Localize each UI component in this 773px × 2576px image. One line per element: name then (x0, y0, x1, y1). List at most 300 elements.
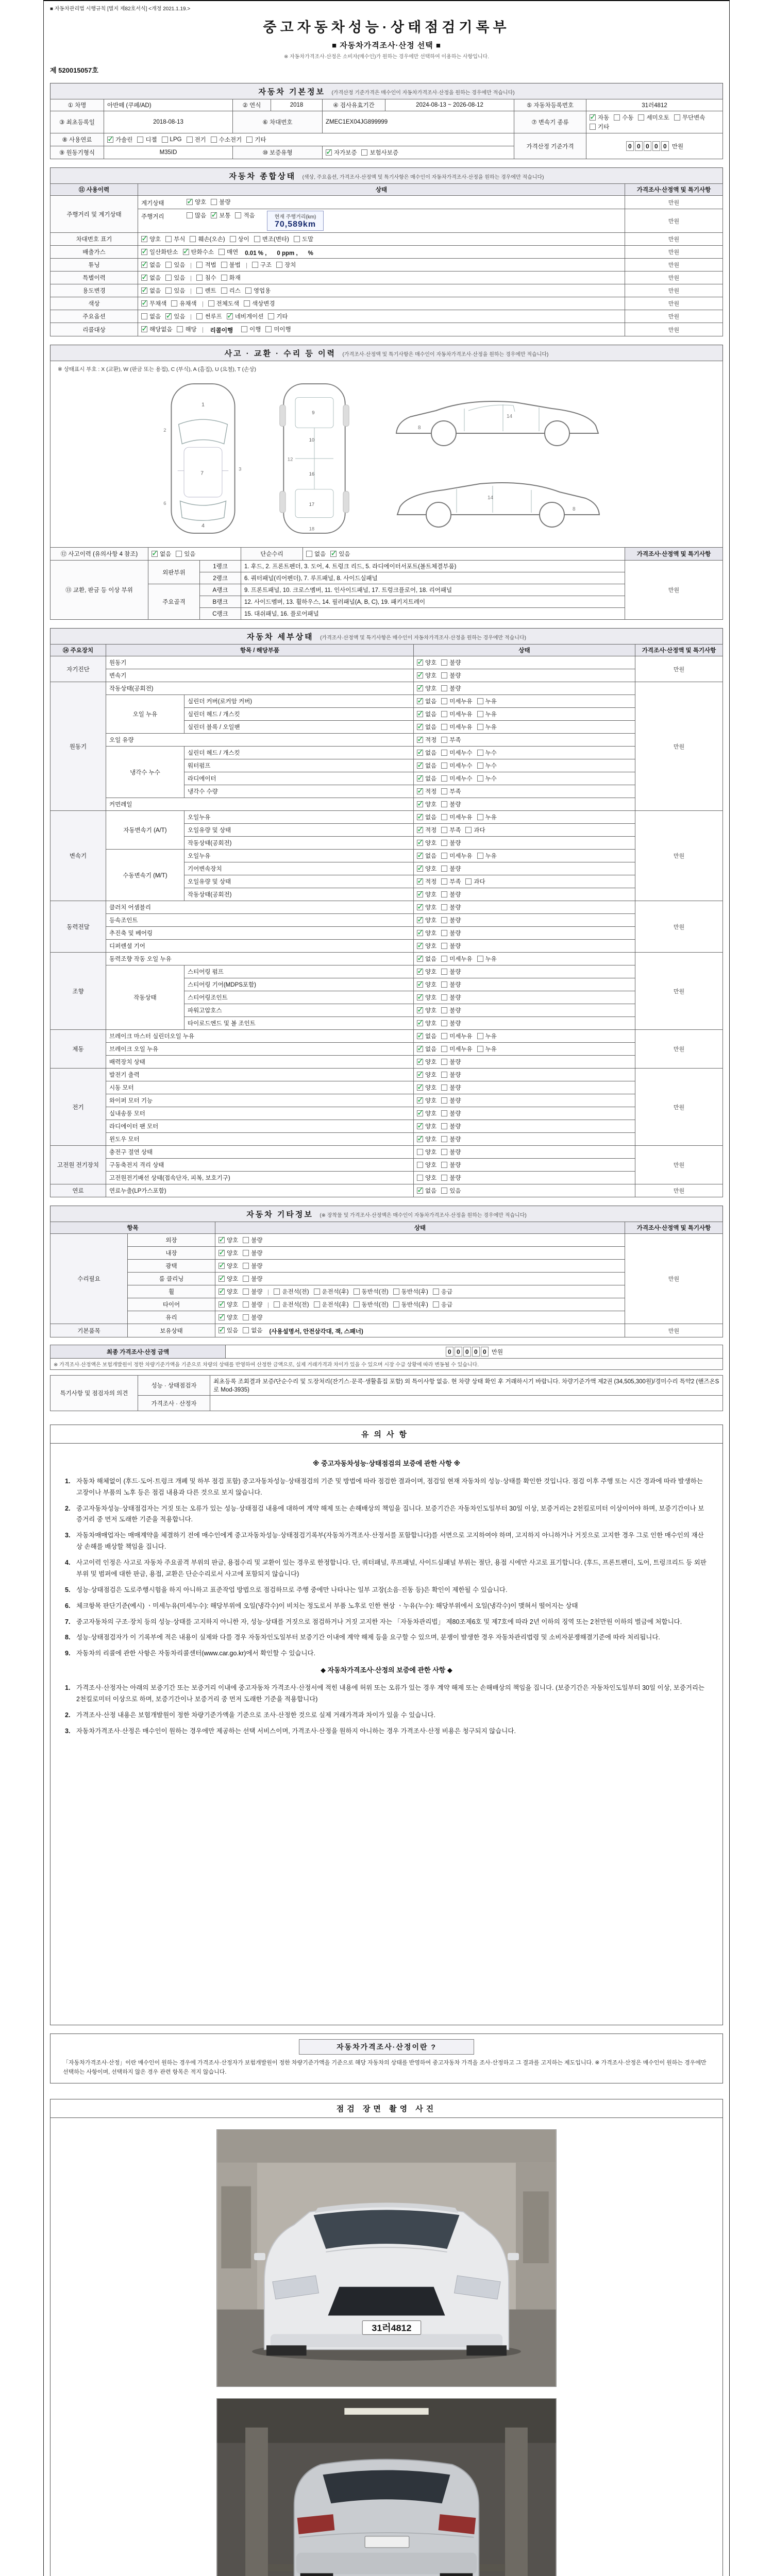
checkbox[interactable] (417, 685, 423, 691)
checkbox-option[interactable] (221, 286, 241, 295)
checkbox[interactable] (441, 891, 447, 897)
checkbox-option[interactable] (137, 135, 157, 144)
checkbox[interactable] (219, 1276, 225, 1282)
checkbox-option[interactable] (465, 826, 485, 834)
checkbox[interactable] (441, 1162, 447, 1168)
checkbox-option[interactable] (221, 274, 241, 282)
checkbox-option[interactable] (165, 261, 185, 269)
checkbox-option[interactable] (417, 1019, 436, 1027)
checkbox-option[interactable] (219, 248, 238, 256)
checkbox[interactable] (221, 287, 227, 294)
checkbox-option[interactable] (211, 198, 230, 206)
checkbox-option[interactable] (141, 299, 166, 308)
checkbox-option[interactable] (417, 1135, 436, 1143)
checkbox[interactable] (441, 994, 447, 1001)
checkbox-option[interactable] (165, 312, 185, 320)
checkbox[interactable] (441, 685, 447, 691)
checkbox-option[interactable] (177, 325, 196, 333)
checkbox[interactable] (227, 313, 233, 319)
checkbox-option[interactable] (246, 135, 266, 144)
checkbox[interactable] (243, 1250, 249, 1256)
checkbox-option[interactable] (330, 550, 350, 558)
checkbox-option[interactable] (441, 993, 461, 1002)
checkbox-option[interactable] (477, 710, 497, 718)
checkbox[interactable] (221, 275, 227, 281)
checkbox[interactable] (219, 1301, 225, 1308)
checkbox-option[interactable] (417, 1071, 436, 1079)
checkbox-option[interactable] (417, 955, 436, 963)
checkbox-option[interactable] (441, 1174, 461, 1182)
checkbox-option[interactable] (417, 1161, 436, 1169)
checkbox-option[interactable] (417, 942, 436, 950)
checkbox-option[interactable] (230, 235, 249, 243)
checkbox[interactable] (441, 917, 447, 923)
checkbox-option[interactable] (441, 1045, 472, 1053)
checkbox[interactable] (417, 969, 423, 975)
checkbox-option[interactable] (417, 787, 436, 795)
checkbox-option[interactable] (441, 723, 472, 731)
checkbox-option[interactable] (354, 1300, 389, 1309)
checkbox-option[interactable] (141, 274, 161, 282)
checkbox[interactable] (417, 762, 423, 769)
checkbox-option[interactable] (227, 312, 264, 320)
checkbox[interactable] (326, 149, 332, 156)
checkbox[interactable] (243, 1301, 249, 1308)
checkbox-option[interactable] (417, 723, 436, 731)
checkbox-option[interactable] (219, 1262, 238, 1270)
checkbox-option[interactable] (354, 1287, 389, 1296)
checkbox[interactable] (441, 1033, 447, 1039)
checkbox-option[interactable] (417, 929, 436, 937)
checkbox[interactable] (441, 866, 447, 872)
checkbox-option[interactable] (477, 723, 497, 731)
checkbox-option[interactable] (433, 1300, 452, 1309)
checkbox-option[interactable] (441, 736, 461, 744)
checkbox-option[interactable] (417, 980, 436, 989)
checkbox[interactable] (211, 199, 217, 205)
checkbox-option[interactable] (417, 1045, 436, 1053)
checkbox[interactable] (441, 956, 447, 962)
checkbox[interactable] (614, 114, 620, 121)
checkbox[interactable] (243, 1327, 249, 1333)
checkbox[interactable] (141, 300, 147, 307)
checkbox-option[interactable] (187, 198, 206, 206)
checkbox[interactable] (243, 1237, 249, 1243)
checkbox-option[interactable] (417, 852, 436, 860)
checkbox[interactable] (417, 994, 423, 1001)
checkbox[interactable] (393, 1301, 399, 1308)
checkbox[interactable] (417, 788, 423, 794)
checkbox-option[interactable] (314, 1287, 349, 1296)
checkbox[interactable] (441, 801, 447, 807)
checkbox[interactable] (441, 840, 447, 846)
checkbox[interactable] (219, 1289, 225, 1295)
checkbox[interactable] (141, 236, 147, 242)
checkbox-option[interactable] (417, 993, 436, 1002)
checkbox-option[interactable] (235, 211, 255, 219)
checkbox[interactable] (417, 1097, 423, 1104)
checkbox[interactable] (477, 711, 483, 717)
checkbox-option[interactable] (141, 235, 161, 243)
checkbox[interactable] (417, 1059, 423, 1065)
checkbox-option[interactable] (274, 1300, 309, 1309)
checkbox-option[interactable] (196, 312, 222, 320)
checkbox[interactable] (107, 137, 113, 143)
checkbox-option[interactable] (441, 1135, 461, 1143)
checkbox-option[interactable] (208, 299, 239, 308)
checkbox-option[interactable] (219, 1313, 238, 1321)
checkbox[interactable] (361, 149, 367, 156)
checkbox-option[interactable] (441, 877, 461, 886)
checkbox-option[interactable] (141, 261, 161, 269)
checkbox[interactable] (141, 287, 147, 294)
checkbox-option[interactable] (417, 1006, 436, 1014)
checkbox-option[interactable] (441, 1032, 472, 1040)
checkbox[interactable] (477, 750, 483, 756)
checkbox[interactable] (441, 762, 447, 769)
checkbox[interactable] (441, 814, 447, 820)
checkbox[interactable] (245, 287, 251, 294)
checkbox-option[interactable] (152, 550, 171, 558)
checkbox[interactable] (417, 1020, 423, 1026)
checkbox[interactable] (243, 1276, 249, 1282)
checkbox[interactable] (187, 212, 193, 218)
checkbox-option[interactable] (165, 286, 185, 295)
checkbox-option[interactable] (441, 761, 472, 770)
checkbox[interactable] (417, 1072, 423, 1078)
checkbox-option[interactable] (141, 312, 161, 320)
checkbox[interactable] (477, 762, 483, 769)
checkbox[interactable] (243, 1289, 249, 1295)
checkbox[interactable] (268, 313, 274, 319)
checkbox[interactable] (441, 711, 447, 717)
checkbox-option[interactable] (477, 761, 497, 770)
checkbox[interactable] (441, 943, 447, 949)
checkbox[interactable] (417, 943, 423, 949)
checkbox-option[interactable] (465, 877, 485, 886)
checkbox[interactable] (190, 236, 196, 242)
checkbox-option[interactable] (268, 312, 288, 320)
checkbox[interactable] (330, 551, 337, 557)
checkbox-option[interactable] (417, 800, 436, 808)
checkbox-option[interactable] (433, 1287, 452, 1296)
checkbox[interactable] (294, 236, 300, 242)
checkbox-option[interactable] (417, 826, 436, 834)
checkbox-option[interactable] (219, 1326, 238, 1334)
checkbox[interactable] (417, 1046, 423, 1052)
checkbox-option[interactable] (417, 684, 436, 692)
checkbox-option[interactable] (165, 274, 185, 282)
checkbox[interactable] (254, 236, 260, 242)
checkbox-option[interactable] (441, 1058, 461, 1066)
checkbox-option[interactable] (441, 890, 461, 899)
checkbox[interactable] (187, 199, 193, 205)
checkbox[interactable] (433, 1289, 439, 1295)
checkbox[interactable] (441, 1059, 447, 1065)
checkbox-option[interactable] (441, 774, 472, 783)
checkbox[interactable] (441, 788, 447, 794)
checkbox[interactable] (441, 904, 447, 910)
checkbox-option[interactable] (190, 235, 225, 243)
checkbox-option[interactable] (417, 839, 436, 847)
checkbox-option[interactable] (477, 697, 497, 705)
checkbox[interactable] (176, 551, 182, 557)
checkbox[interactable] (417, 801, 423, 807)
checkbox[interactable] (196, 262, 203, 268)
checkbox[interactable] (314, 1301, 320, 1308)
checkbox-option[interactable] (441, 942, 461, 950)
checkbox-option[interactable] (243, 1300, 262, 1309)
checkbox[interactable] (141, 313, 147, 319)
checkbox[interactable] (417, 1149, 423, 1155)
checkbox-option[interactable] (441, 1187, 461, 1195)
checkbox-option[interactable] (441, 1071, 461, 1079)
checkbox[interactable] (441, 1072, 447, 1078)
checkbox-option[interactable] (326, 148, 357, 157)
checkbox[interactable] (477, 698, 483, 704)
checkbox[interactable] (417, 956, 423, 962)
checkbox-option[interactable] (441, 1161, 461, 1169)
checkbox[interactable] (465, 827, 472, 833)
checkbox-option[interactable] (590, 113, 609, 122)
checkbox-option[interactable] (417, 903, 436, 911)
checkbox-option[interactable] (441, 968, 461, 976)
checkbox-option[interactable] (417, 749, 436, 757)
checkbox-option[interactable] (441, 813, 472, 821)
checkbox-option[interactable] (243, 1275, 262, 1283)
checkbox[interactable] (417, 1162, 423, 1168)
checkbox-option[interactable] (393, 1300, 428, 1309)
checkbox-option[interactable] (141, 325, 172, 333)
checkbox-option[interactable] (417, 761, 436, 770)
checkbox[interactable] (243, 1314, 249, 1320)
checkbox[interactable] (590, 114, 596, 121)
checkbox-option[interactable] (417, 968, 436, 976)
checkbox-option[interactable] (441, 955, 472, 963)
checkbox-option[interactable] (211, 135, 242, 144)
checkbox-option[interactable] (243, 1236, 262, 1244)
checkbox[interactable] (165, 313, 172, 319)
checkbox[interactable] (183, 249, 189, 255)
checkbox[interactable] (465, 878, 472, 885)
checkbox-option[interactable] (183, 248, 214, 256)
checkbox[interactable] (417, 840, 423, 846)
checkbox[interactable] (354, 1289, 360, 1295)
checkbox[interactable] (441, 1007, 447, 1013)
checkbox-option[interactable] (393, 1287, 428, 1296)
checkbox[interactable] (477, 724, 483, 730)
checkbox[interactable] (417, 711, 423, 717)
checkbox[interactable] (441, 698, 447, 704)
checkbox[interactable] (417, 814, 423, 820)
checkbox-option[interactable] (314, 1300, 349, 1309)
checkbox-option[interactable] (477, 1032, 497, 1040)
checkbox[interactable] (638, 114, 644, 121)
checkbox-option[interactable] (141, 286, 161, 295)
checkbox[interactable] (441, 737, 447, 743)
checkbox-option[interactable] (417, 671, 436, 680)
checkbox-option[interactable] (441, 916, 461, 924)
checkbox-option[interactable] (417, 890, 436, 899)
checkbox-option[interactable] (441, 865, 461, 873)
checkbox-option[interactable] (417, 774, 436, 783)
checkbox[interactable] (441, 1020, 447, 1026)
checkbox-option[interactable] (196, 286, 216, 295)
checkbox[interactable] (152, 551, 158, 557)
checkbox-option[interactable] (590, 123, 609, 131)
checkbox[interactable] (417, 1136, 423, 1142)
checkbox[interactable] (141, 326, 147, 332)
checkbox-option[interactable] (638, 113, 669, 122)
checkbox-option[interactable] (417, 736, 436, 744)
checkbox[interactable] (417, 775, 423, 782)
checkbox[interactable] (211, 212, 217, 218)
checkbox-option[interactable] (254, 235, 289, 243)
checkbox[interactable] (417, 1033, 423, 1039)
checkbox[interactable] (235, 212, 241, 218)
checkbox-option[interactable] (211, 211, 230, 219)
checkbox[interactable] (441, 981, 447, 988)
checkbox[interactable] (477, 814, 483, 820)
checkbox[interactable] (441, 853, 447, 859)
checkbox-option[interactable] (417, 865, 436, 873)
checkbox-option[interactable] (141, 248, 178, 256)
checkbox-option[interactable] (243, 1326, 262, 1334)
checkbox-option[interactable] (441, 852, 472, 860)
checkbox-option[interactable] (417, 697, 436, 705)
checkbox[interactable] (441, 1046, 447, 1052)
checkbox[interactable] (477, 956, 483, 962)
checkbox[interactable] (219, 1314, 225, 1320)
checkbox-option[interactable] (417, 1096, 436, 1105)
checkbox-option[interactable] (417, 1083, 436, 1092)
checkbox[interactable] (274, 1289, 280, 1295)
checkbox[interactable] (417, 904, 423, 910)
checkbox[interactable] (354, 1301, 360, 1308)
checkbox-option[interactable] (477, 955, 497, 963)
checkbox-option[interactable] (441, 684, 461, 692)
checkbox[interactable] (221, 262, 227, 268)
checkbox-option[interactable] (243, 1262, 262, 1270)
checkbox-option[interactable] (219, 1287, 238, 1296)
checkbox-option[interactable] (441, 1083, 461, 1092)
checkbox[interactable] (441, 1188, 447, 1194)
checkbox[interactable] (244, 300, 250, 307)
checkbox[interactable] (477, 1046, 483, 1052)
checkbox-option[interactable] (441, 697, 472, 705)
checkbox-option[interactable] (441, 980, 461, 989)
checkbox-option[interactable] (477, 852, 497, 860)
checkbox[interactable] (230, 236, 236, 242)
checkbox[interactable] (417, 1188, 423, 1194)
checkbox[interactable] (477, 1033, 483, 1039)
checkbox-option[interactable] (187, 135, 206, 144)
checkbox[interactable] (417, 1175, 423, 1181)
checkbox[interactable] (265, 326, 272, 332)
checkbox-option[interactable] (477, 749, 497, 757)
checkbox-option[interactable] (417, 1032, 436, 1040)
checkbox[interactable] (441, 750, 447, 756)
checkbox[interactable] (417, 930, 423, 936)
checkbox[interactable] (165, 287, 172, 294)
checkbox-option[interactable] (187, 211, 206, 219)
checkbox[interactable] (162, 137, 168, 143)
checkbox[interactable] (590, 124, 596, 130)
checkbox-option[interactable] (417, 1058, 436, 1066)
checkbox[interactable] (252, 262, 258, 268)
checkbox-option[interactable] (243, 1287, 262, 1296)
checkbox-option[interactable] (614, 113, 633, 122)
checkbox-option[interactable] (417, 813, 436, 821)
checkbox[interactable] (417, 866, 423, 872)
checkbox-option[interactable] (245, 286, 271, 295)
checkbox[interactable] (417, 672, 423, 679)
checkbox-option[interactable] (243, 1249, 262, 1257)
checkbox[interactable] (177, 326, 183, 332)
checkbox[interactable] (246, 137, 253, 143)
checkbox-option[interactable] (361, 148, 398, 157)
checkbox-option[interactable] (441, 903, 461, 911)
checkbox-option[interactable] (306, 550, 326, 558)
checkbox-option[interactable] (162, 137, 182, 143)
checkbox-option[interactable] (219, 1236, 238, 1244)
checkbox-option[interactable] (477, 1045, 497, 1053)
checkbox-option[interactable] (219, 1300, 238, 1309)
checkbox-option[interactable] (477, 774, 497, 783)
checkbox[interactable] (441, 1084, 447, 1091)
checkbox[interactable] (417, 1123, 423, 1129)
checkbox-option[interactable] (221, 261, 241, 269)
checkbox-option[interactable] (417, 1148, 436, 1156)
checkbox-option[interactable] (274, 1287, 309, 1296)
checkbox[interactable] (441, 1110, 447, 1116)
checkbox-option[interactable] (196, 261, 216, 269)
checkbox[interactable] (441, 1123, 447, 1129)
checkbox-option[interactable] (441, 800, 461, 808)
checkbox[interactable] (187, 137, 193, 143)
checkbox[interactable] (441, 775, 447, 782)
checkbox[interactable] (441, 1175, 447, 1181)
checkbox-option[interactable] (196, 274, 216, 282)
checkbox-option[interactable] (441, 1019, 461, 1027)
checkbox[interactable] (441, 827, 447, 833)
checkbox[interactable] (441, 1149, 447, 1155)
checkbox[interactable] (141, 262, 147, 268)
checkbox-option[interactable] (417, 916, 436, 924)
checkbox[interactable] (165, 236, 172, 242)
checkbox-option[interactable] (441, 839, 461, 847)
checkbox[interactable] (417, 724, 423, 730)
checkbox-option[interactable] (176, 550, 195, 558)
checkbox[interactable] (276, 262, 282, 268)
checkbox[interactable] (477, 775, 483, 782)
checkbox[interactable] (274, 1301, 280, 1308)
checkbox-option[interactable] (243, 1313, 262, 1321)
checkbox[interactable] (314, 1289, 320, 1295)
checkbox[interactable] (417, 698, 423, 704)
checkbox[interactable] (433, 1301, 439, 1308)
checkbox[interactable] (417, 1007, 423, 1013)
checkbox[interactable] (417, 981, 423, 988)
checkbox[interactable] (417, 737, 423, 743)
checkbox-option[interactable] (252, 261, 272, 269)
checkbox[interactable] (417, 878, 423, 885)
checkbox-option[interactable] (477, 813, 497, 821)
checkbox[interactable] (674, 114, 680, 121)
checkbox-option[interactable] (417, 1109, 436, 1117)
checkbox-option[interactable] (417, 1122, 436, 1130)
checkbox-option[interactable] (441, 1096, 461, 1105)
